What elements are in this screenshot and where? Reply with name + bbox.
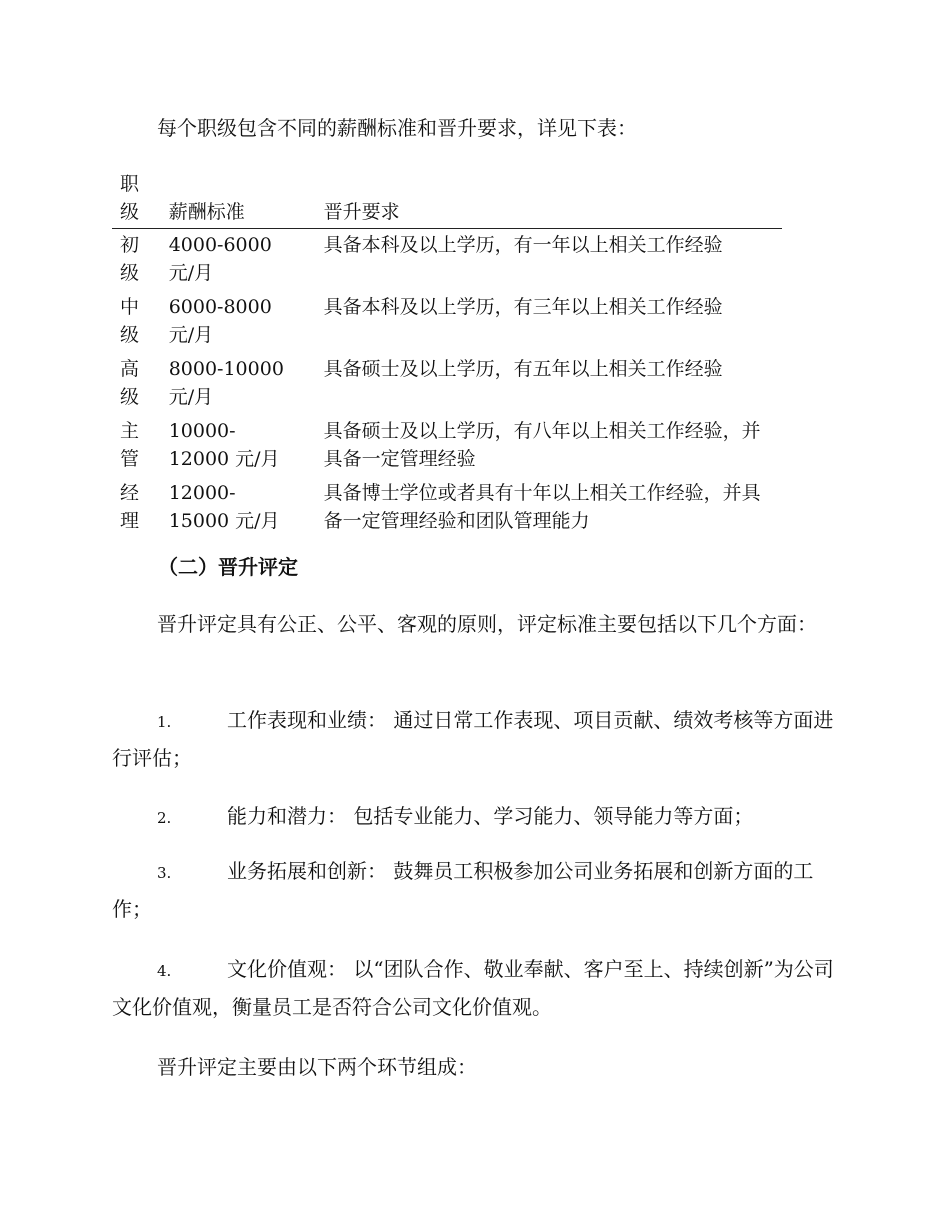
criterion-text: 工作表现和业绩： 通过日常工作表现、项目贡献、绩效考核等方面进行评估； [112,708,834,770]
cell-requirement: 具备本科及以上学历，有三年以上相关工作经验 [323,296,723,318]
cell-requirement: 具备硕士及以上学历，有五年以上相关工作经验 [323,358,723,380]
criterion-item [112,798,840,836]
table-row [112,291,782,353]
criterion-number: 2. [157,809,172,827]
cell-salary: 12000-15000 元/月 [168,482,280,532]
cell-requirement: 具备硕士及以上学历，有八年以上相关工作经验，并具备一定管理经验 [323,420,761,470]
criterion-number: 3. [157,864,172,882]
table-row [112,415,782,477]
criterion-item [112,702,840,776]
criterion-text: 业务拓展和创新： 鼓舞员工积极参加公司业务拓展和创新方面的工作； [112,859,814,921]
closing-paragraph: 晋升评定主要由以下两个环节组成： [157,1055,477,1079]
criterion-item [112,951,840,1025]
cell-grade: 主管 [120,420,140,470]
header-salary: 薪酬标准 [168,201,245,223]
header-requirement: 晋升要求 [323,201,400,223]
cell-grade: 经理 [120,482,140,532]
cell-grade: 高级 [120,358,140,408]
cell-salary: 8000-10000 元/月 [168,358,284,408]
criterion-text: 能力和潜力： 包括专业能力、学习能力、领导能力等方面； [227,804,754,828]
cell-grade: 初级 [120,234,140,284]
table-row [112,477,782,539]
cell-salary: 6000-8000 元/月 [168,296,272,346]
criterion-number: 1. [157,713,172,731]
cell-requirement: 具备博士学位或者具有十年以上相关工作经验，并具备一定管理经验和团队管理能力 [323,482,761,532]
table-row [112,229,782,292]
criterion-text: 文化价值观： 以“团队合作、敬业奉献、客户至上、持续创新”为公司文化价值观，衡量员工是否符合公司文化价值观。 [112,957,834,1019]
table-header-row [112,170,782,229]
cell-salary: 4000-6000 元/月 [168,234,272,284]
criterion-item [112,853,840,927]
cell-salary: 10000-12000 元/月 [168,420,280,470]
intro-paragraph: 每个职级包含不同的薪酬标准和晋升要求，详见下表： [157,116,637,140]
criterion-number: 4. [157,962,172,980]
grade-table [112,170,782,539]
cell-grade: 中级 [120,296,140,346]
section-heading: （二）晋升评定 [158,555,298,579]
table-row [112,353,782,415]
cell-requirement: 具备本科及以上学历，有一年以上相关工作经验 [323,234,723,256]
header-grade: 职级 [120,173,140,223]
principle-paragraph: 晋升评定具有公正、公平、客观的原则，评定标准主要包括以下几个方面： [157,612,817,636]
